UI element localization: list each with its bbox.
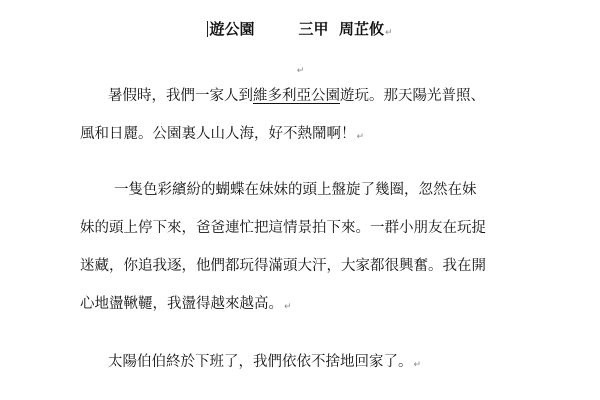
paragraph-mark-icon: ↵	[284, 302, 292, 312]
text-run: 迷藏，你追我逐，他們都玩得滿頭大汗，大家都很興奮。我在開	[80, 258, 486, 274]
paragraph-mark-icon: ↵	[413, 360, 422, 370]
class-name: 三甲	[298, 20, 329, 38]
paragraph-1-line-1	[108, 86, 485, 106]
text-run: 遊玩。那天陽光普照、	[340, 88, 485, 104]
title-line	[0, 18, 600, 39]
author-name: 周芷攸	[338, 20, 384, 38]
text-run: 一隻色彩繽紛的蝴蝶在妹妹的頭上盤旋了幾圈，忽然在妹	[114, 182, 477, 198]
paragraph-1-line-2	[80, 124, 364, 147]
paragraph-mark-icon: ↵	[384, 28, 393, 38]
paragraph-2-line-3	[80, 256, 486, 276]
paragraph-2-line-4	[80, 294, 292, 317]
text-run: 暑假時，我們一家人到	[108, 88, 253, 104]
text-run: 妹的頭上停下來，爸爸連忙把這情景拍下來。一群小朋友在玩捉	[80, 220, 486, 236]
essay-title: 遊公園	[209, 20, 255, 38]
paragraph-2-line-1	[114, 180, 477, 200]
empty-paragraph	[0, 62, 600, 76]
underlined-place-name: 維多利亞公園	[253, 88, 340, 104]
text-run: 太陽伯伯終於下班了，我們依依不捨地回家了。	[108, 354, 413, 370]
paragraph-mark-icon: ↵	[356, 132, 365, 142]
text-run: 風和日麗。公園裏人山人海，好不熱鬧啊！	[80, 126, 356, 142]
paragraph-mark-icon: ↵	[296, 66, 305, 76]
text-run: 心地盪鞦韆，我盪得越來越高。	[80, 296, 283, 312]
paragraph-3-line-1	[108, 352, 421, 375]
paragraph-2-line-2	[80, 218, 486, 238]
